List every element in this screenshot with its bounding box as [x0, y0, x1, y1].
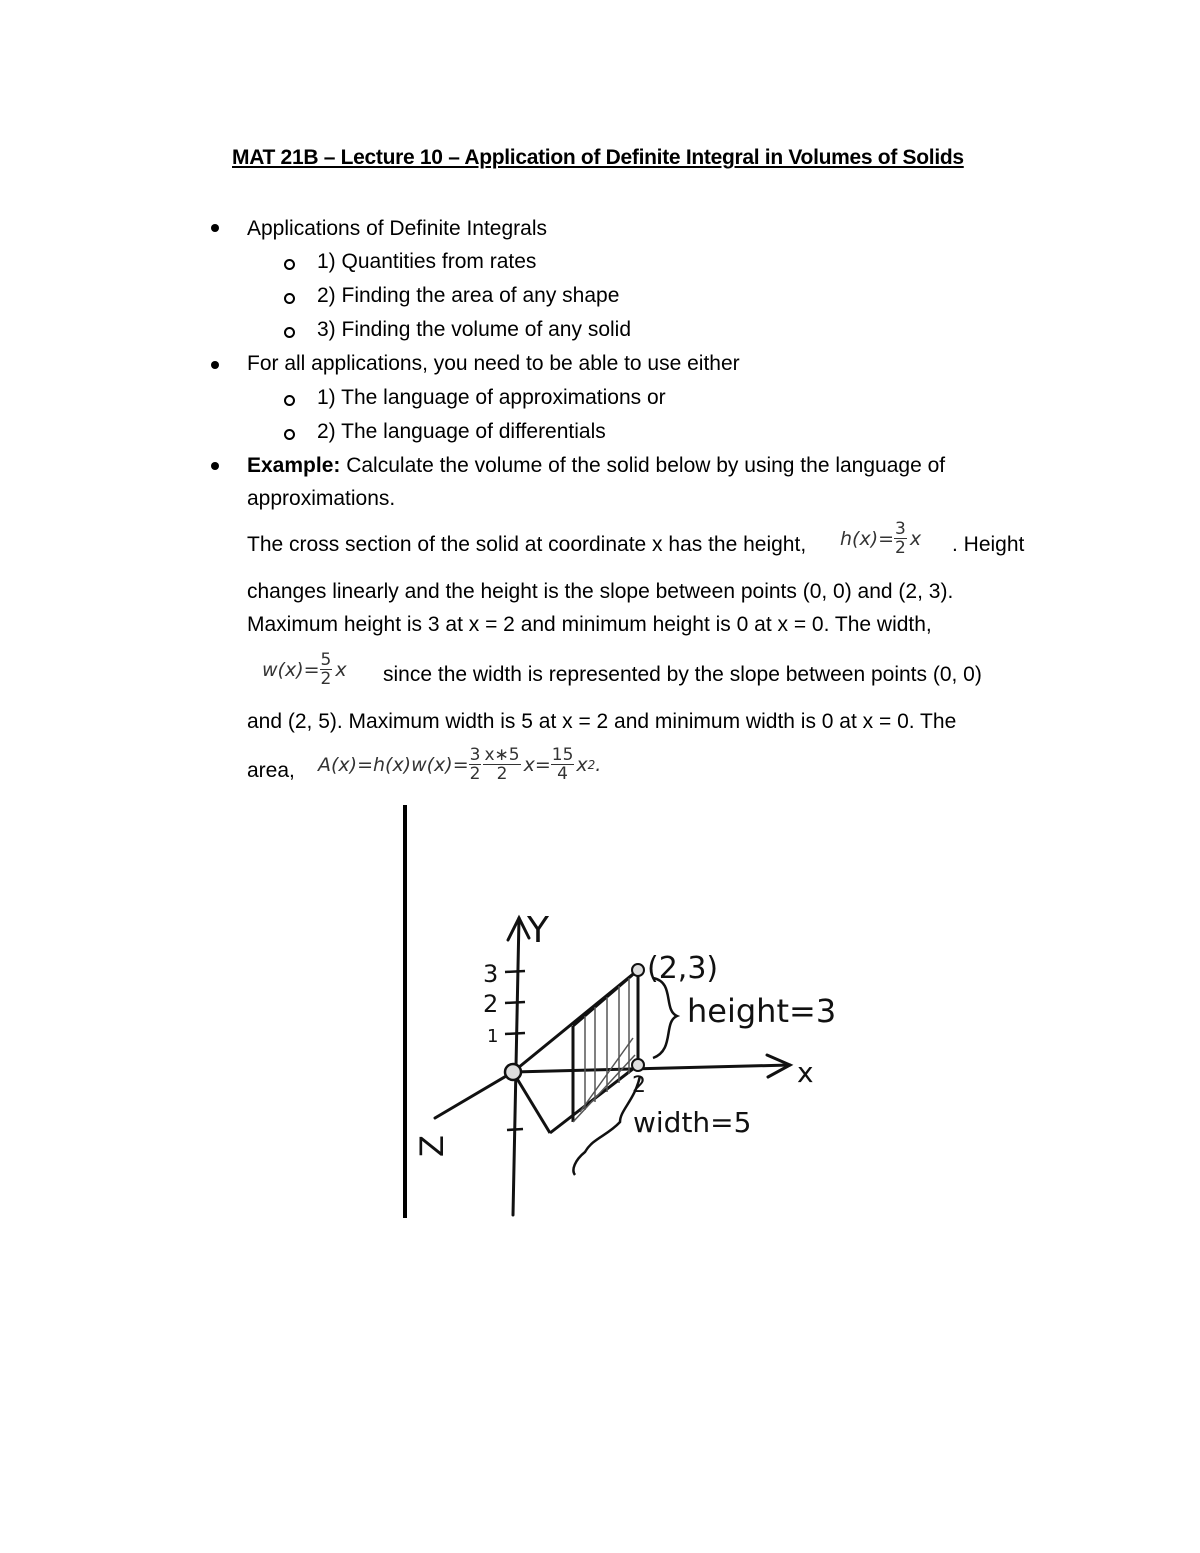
fraction: $\frac{3}{2}$	[895, 519, 906, 558]
sub-bullet-text: 2) The language of differentials	[317, 420, 606, 443]
sub-bullet-text: 1) The language of approximations or	[317, 386, 666, 409]
paragraph-line: and (2, 5). Maximum width is 5 at x = 2 and minimum width is 0 at x = 0. The	[247, 710, 957, 733]
y-axis-label: Y	[527, 910, 549, 951]
area-formula: A(x)=h(x)w(x)= $\frac{3}{2}$ $\frac{x∗5}{2}$ x= $\frac{15}{4}$ x 2 .	[318, 745, 602, 784]
example-label: Example:	[247, 454, 341, 477]
sub-bullet-circle	[284, 293, 295, 304]
sub-bullet-circle	[284, 429, 295, 440]
point-label: (2,3)	[647, 951, 719, 986]
page-title: MAT 21B – Lecture 10 – Application of Definite Integral in Volumes of Solids	[232, 146, 964, 169]
x-axis	[513, 1055, 790, 1077]
sub-bullet-circle	[284, 395, 295, 406]
bullet-dot	[211, 361, 219, 369]
sub-bullet-text: 1) Quantities from rates	[317, 250, 537, 273]
bullet-text: Applications of Definite Integrals	[247, 217, 547, 240]
corner-point	[632, 964, 644, 976]
paragraph-line: . Height	[952, 533, 1025, 556]
x-axis-label: x	[797, 1056, 814, 1089]
example-line-1	[247, 454, 945, 478]
height-formula: h(x)= $\frac{3}{2}$ x	[840, 519, 922, 558]
example-text: Calculate the volume of the solid below by using the language of	[340, 454, 946, 477]
fraction: $\frac{15}{4}$	[551, 745, 574, 784]
x2-point	[632, 1059, 644, 1071]
fraction: $\frac{x∗5}{2}$	[484, 745, 520, 784]
height-label: height=3	[687, 992, 837, 1030]
solid-sketch	[395, 800, 855, 1225]
height-brace	[653, 978, 677, 1058]
paragraph-line: since the width is represented by the slope between points (0, 0)	[383, 663, 982, 686]
bullet-dot	[211, 462, 219, 470]
z-axis-label: Z	[413, 1135, 451, 1157]
tick-label-1: 1	[487, 1026, 499, 1047]
paragraph-line: Maximum height is 3 at x = 2 and minimum height is 0 at x = 0. The width,	[247, 613, 932, 636]
paragraph-line: The cross section of the solid at coordinate x has the height,	[247, 533, 807, 556]
bullet-dot	[211, 224, 219, 232]
fraction: $\frac{3}{2}$	[469, 745, 481, 784]
width-label: width=5	[633, 1106, 752, 1139]
sub-bullet-circle	[284, 259, 295, 270]
example-line-2: approximations.	[247, 487, 396, 510]
fraction: $\frac{5}{2}$	[320, 650, 332, 689]
bullet-text: For all applications, you need to be able to use either	[247, 352, 740, 375]
paragraph-line: area,	[247, 759, 295, 782]
sub-bullet-text: 2) Finding the area of any shape	[317, 284, 620, 307]
z-axis	[435, 1072, 513, 1118]
tick-label-2: 2	[483, 990, 499, 1018]
sub-bullet-circle	[284, 327, 295, 338]
origin-point	[505, 1064, 521, 1080]
sub-bullet-text: 3) Finding the volume of any solid	[317, 318, 632, 341]
tick-label-3: 3	[483, 960, 499, 988]
paragraph-line: changes linearly and the height is the slope between points (0, 0) and (2, 3).	[247, 580, 954, 603]
x-tick-label-2: 2	[632, 1073, 646, 1098]
width-formula: w(x)= $\frac{5}{2}$ x	[262, 650, 347, 689]
